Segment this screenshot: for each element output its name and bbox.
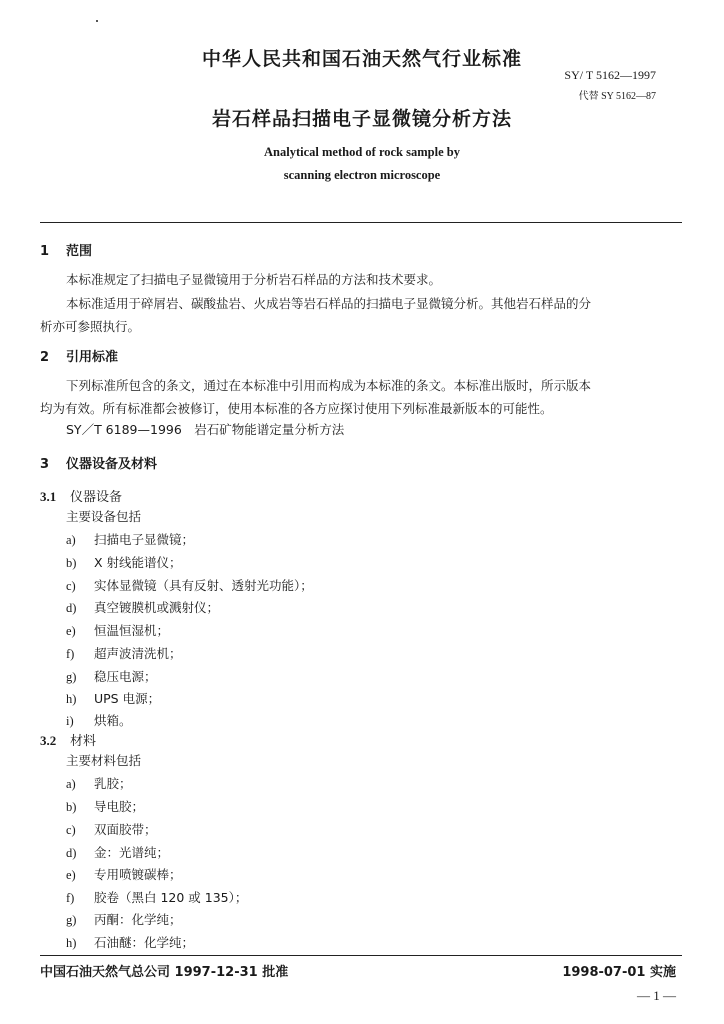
list-label: e) <box>66 624 76 638</box>
list-label: b) <box>66 556 77 570</box>
list-item <box>66 797 144 815</box>
list-item <box>66 530 194 548</box>
list-item <box>66 888 247 906</box>
page-number: — 1 — <box>637 988 676 1003</box>
list-item <box>66 865 182 883</box>
document-title-en-line2: scanning electron microscope <box>283 168 441 182</box>
document-title-cn: 岩石样品扫描电子显微镜分析方法 <box>211 108 512 130</box>
list-label: f) <box>66 647 75 661</box>
section-1-paragraph-2-cont: 析亦可参照执行。 <box>40 319 141 334</box>
subsection-3-2-intro: 主要材料包括 <box>66 753 142 768</box>
list-label: i) <box>66 714 74 728</box>
section-2-paragraph-1: 下列标准所包含的条文，通过在本标准中引用而构成为本标准的条文。本标准出版时，所示版本 <box>66 378 592 393</box>
list-item <box>66 774 132 792</box>
list-label: c) <box>66 579 76 593</box>
effective-date: 1998-07-01 实施 <box>562 965 676 980</box>
section-number: 2 <box>40 350 50 365</box>
list-item <box>66 667 157 685</box>
section-3-heading <box>40 453 157 472</box>
list-label: d) <box>66 601 77 615</box>
list-label: h) <box>66 936 77 950</box>
list-text: 胶卷（黑白 120 或 135）； <box>94 890 248 905</box>
subsection-title: 材料 <box>70 734 97 749</box>
subsection-3-2-heading <box>40 730 96 749</box>
list-item <box>66 553 182 571</box>
list-text: UPS 电源； <box>94 691 161 706</box>
list-text: 实体显微镜（具有反射、透射光功能）； <box>94 578 313 593</box>
standard-code: SY/ T 5162—1997 <box>564 68 656 82</box>
list-label: a) <box>66 777 76 791</box>
section-title: 引用标准 <box>66 350 119 365</box>
section-number: 1 <box>40 244 50 259</box>
section-number: 3 <box>40 457 50 472</box>
list-item <box>66 689 160 707</box>
list-text: 导电胶； <box>94 799 145 814</box>
list-item <box>66 598 219 616</box>
list-item <box>66 910 182 928</box>
subsection-3-1-heading <box>40 486 122 505</box>
subsection-number: 3.1 <box>40 489 57 504</box>
list-text: 丙酮：化学纯； <box>94 912 182 927</box>
list-label: d) <box>66 846 77 860</box>
section-2-reference: SY／T 6189—1996 岩石矿物能谱定量分析方法 <box>66 422 345 437</box>
replaces-code: 代替 SY 5162—87 <box>578 91 656 102</box>
list-text: 石油醚：化学纯； <box>94 935 195 950</box>
list-text: 双面胶带； <box>94 822 157 837</box>
list-label: g) <box>66 670 77 684</box>
section-2-heading <box>40 346 118 365</box>
list-text: 专用喷镀碳棒； <box>94 867 182 882</box>
subsection-title: 仪器设备 <box>70 490 123 505</box>
list-text: 乳胶； <box>94 776 132 791</box>
list-item <box>66 621 169 639</box>
header-divider <box>40 222 682 223</box>
section-title: 范围 <box>66 244 93 259</box>
list-text: X 射线能谱仪； <box>94 555 182 570</box>
section-2-paragraph-1-cont: 均为有效。所有标准都会被修订，使用本标准的各方应探讨使用下列标准最新版本的可能性。 <box>40 401 553 416</box>
list-text: 烘箱。 <box>94 713 132 728</box>
scan-speck <box>96 20 98 22</box>
list-item <box>66 711 132 729</box>
footer-divider <box>40 955 682 956</box>
list-label: c) <box>66 823 76 837</box>
list-label: f) <box>66 891 75 905</box>
list-item <box>66 644 182 662</box>
list-text: 扫描电子显微镜； <box>94 532 195 547</box>
list-text: 恒温恒湿机； <box>94 623 170 638</box>
list-item <box>66 820 157 838</box>
list-text: 稳压电源； <box>94 669 157 684</box>
list-label: g) <box>66 913 77 927</box>
industry-standard-heading: 中华人民共和国石油天然气行业标准 <box>201 48 522 70</box>
list-item <box>66 576 313 594</box>
list-item <box>66 933 194 951</box>
list-text: 超声波清洗机； <box>94 646 182 661</box>
section-1-paragraph-1: 本标准规定了扫描电子显微镜用于分析岩石样品的方法和技术要求。 <box>66 272 442 287</box>
section-1-paragraph-2: 本标准适用于碎屑岩、碳酸盐岩、火成岩等岩石样品的扫描电子显微镜分析。其他岩石样品的分 <box>66 296 592 311</box>
list-text: 真空镀膜机或溅射仪； <box>94 600 220 615</box>
list-label: h) <box>66 692 77 706</box>
approval-note: 中国石油天然气总公司 1997-12-31 批准 <box>40 965 289 980</box>
list-item <box>66 843 169 861</box>
section-title: 仪器设备及材料 <box>66 457 158 472</box>
list-text: 金：光谱纯； <box>94 845 170 860</box>
list-label: e) <box>66 868 76 882</box>
list-label: a) <box>66 533 76 547</box>
section-1-heading <box>40 240 92 259</box>
subsection-3-1-intro: 主要设备包括 <box>66 509 142 524</box>
list-label: b) <box>66 800 77 814</box>
document-title-en-line1: Analytical method of rock sample by <box>264 145 460 159</box>
subsection-number: 3.2 <box>40 733 57 748</box>
